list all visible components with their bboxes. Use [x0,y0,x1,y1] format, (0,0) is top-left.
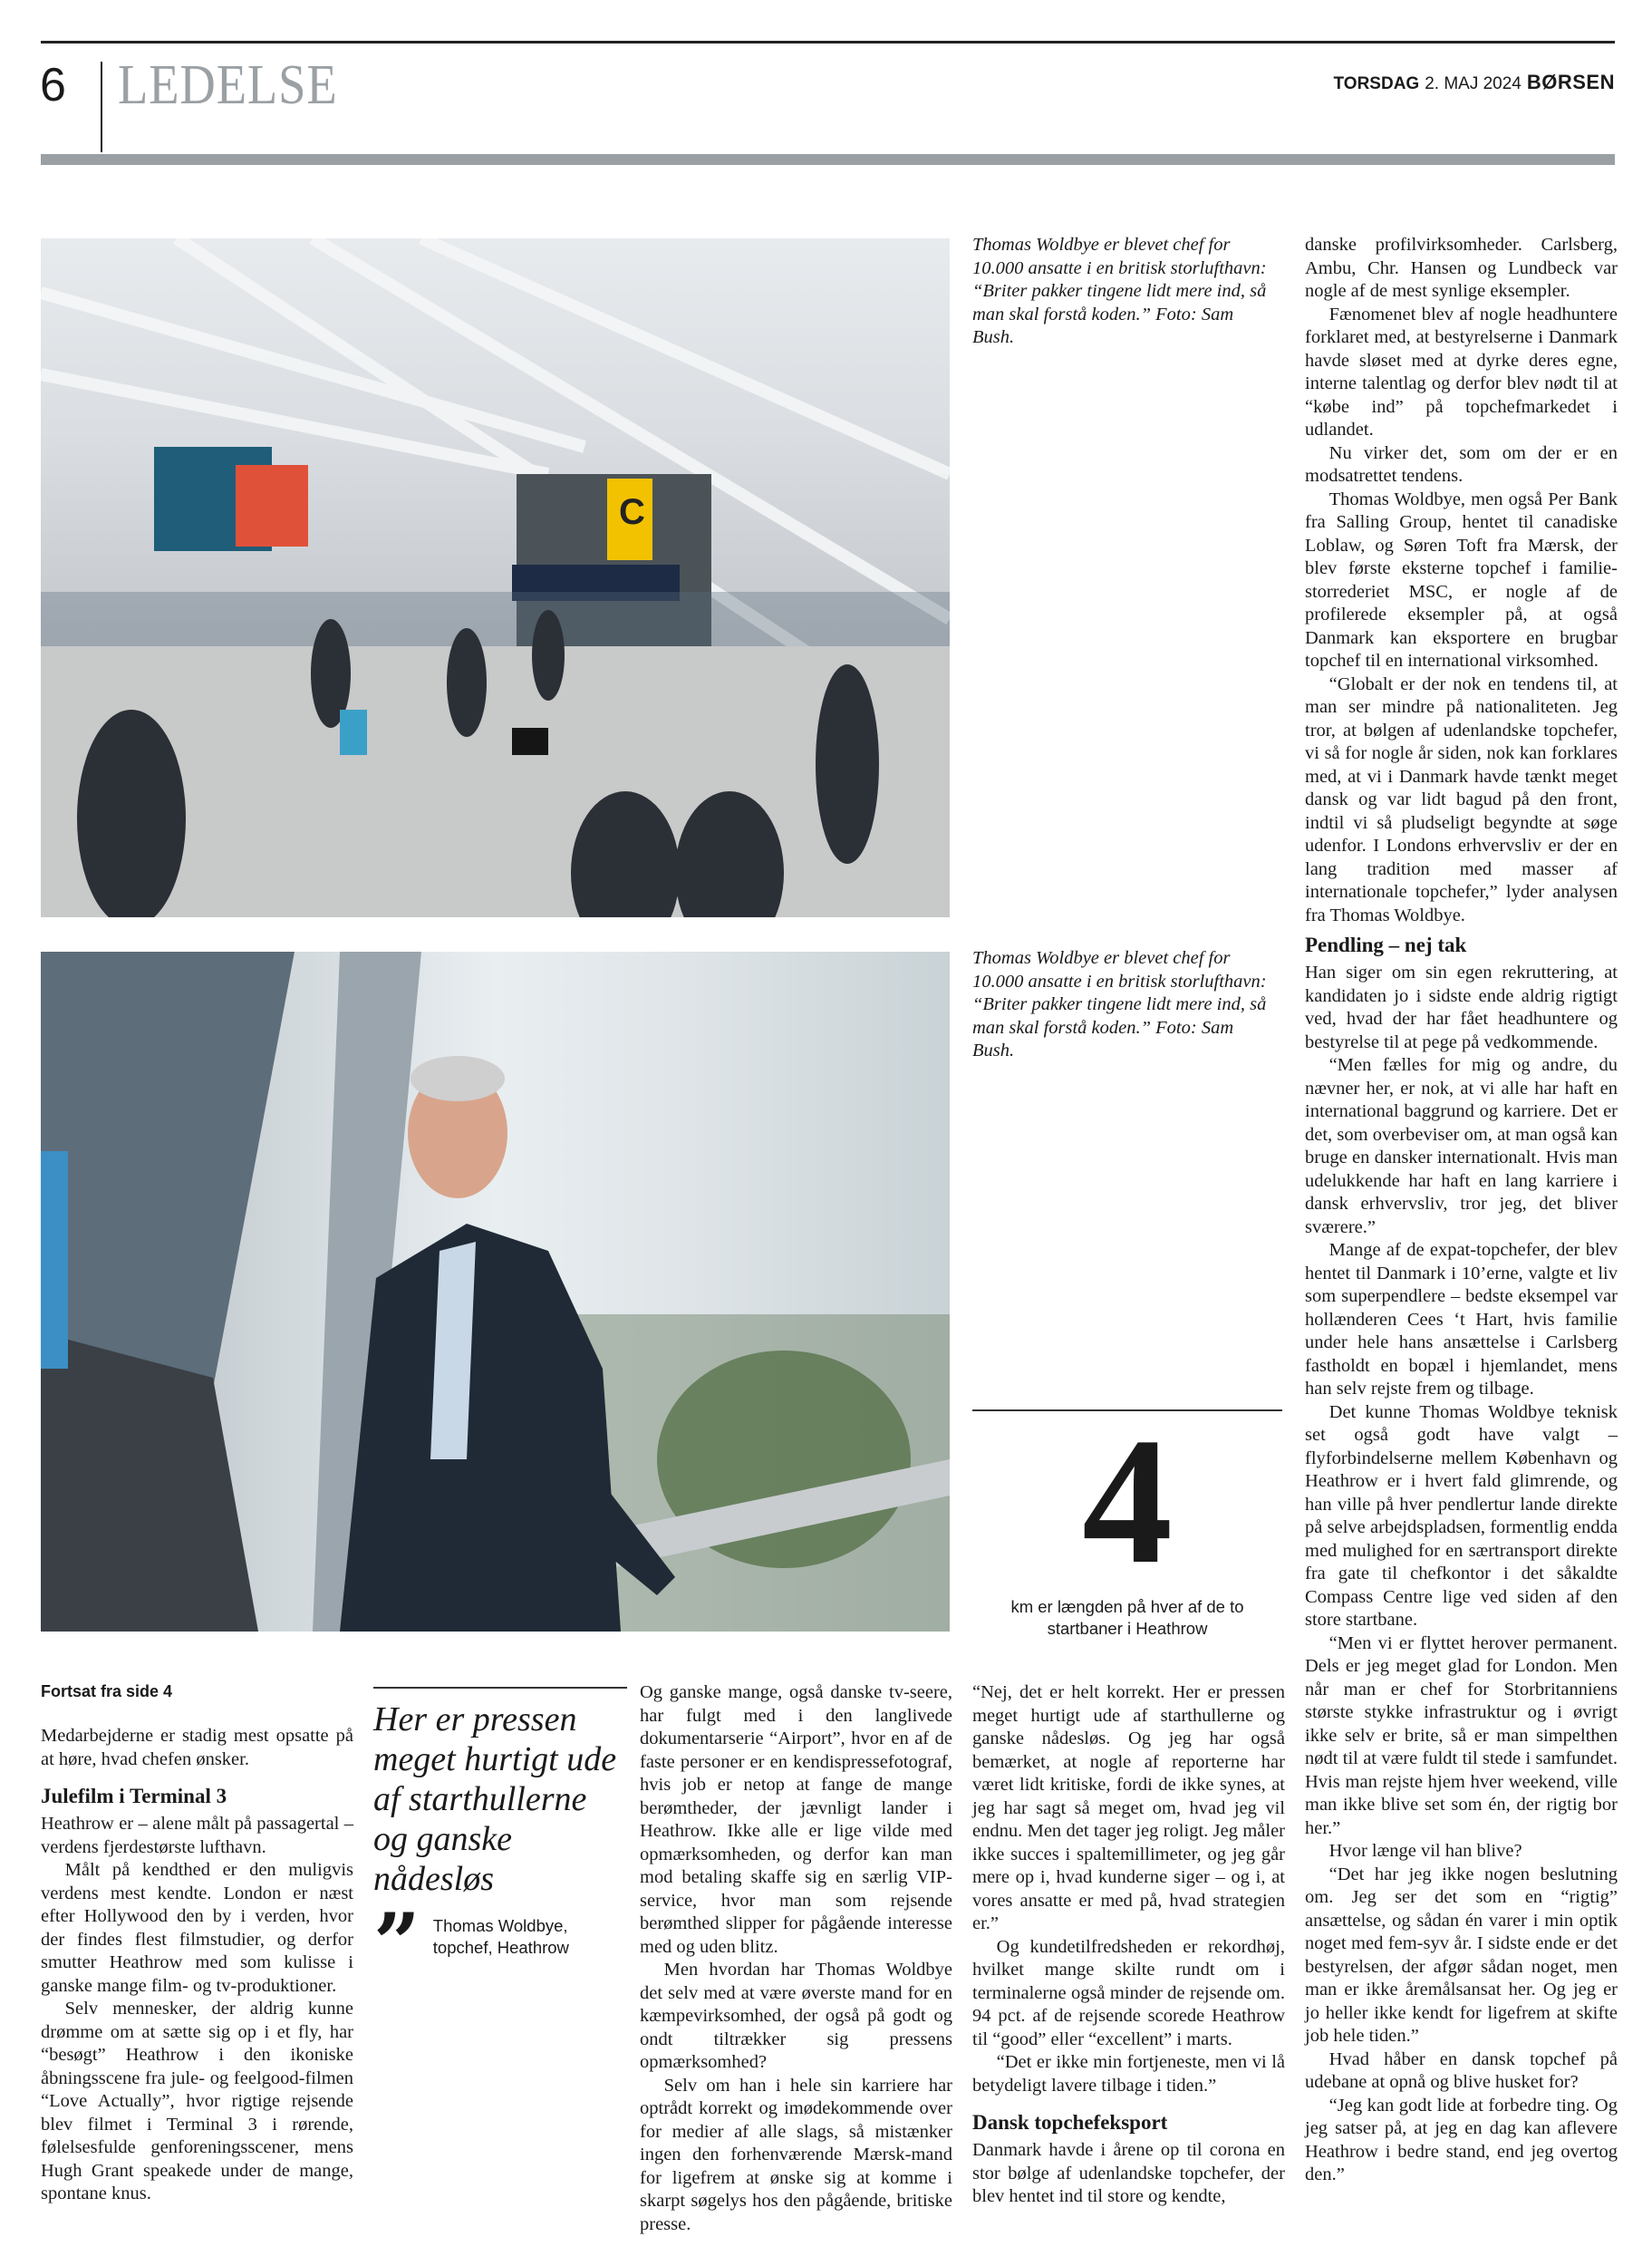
subheading: Pendling – nej tak [1305,934,1467,956]
brand-logo: BØRSEN [1526,71,1615,93]
photo-caption: Thomas Woldbye er blevet chef for 10.000 ansatte i en britisk storlufthavn: “Briter pakker tingene lidt mere ind, så man skal forstå koden.” Foto: Sam Bush. [972,235,1267,347]
top-rule [41,41,1615,44]
pull-quote: Her er pressen meget hurtigt ude af starthullerne og ganske nådesløs [373,1700,617,1898]
paragraph: Det kunne Thomas Woldbye teknisk set også godt have valgt – flyforbindelserne mellem København og Heathrow er i hvert fald glimrende, og han ville på hver pendlertur lande direkte på selve arbejdspladsen, formentlig endda med mulighed for en særtransport direkte fra gate til chefkontor i det såkaldte Compass Centre lige ved siden af den store startbane. [1305,1401,1618,1630]
paragraph: “Det er ikke min fortjeneste, men vi lå betydeligt lavere tilbage i tiden.” [972,2052,1285,2096]
paragraph: “Men vi er flyttet herover permanent. Dels er jeg meget glad for London. Men når man er chef for Storbritanniens største stykke infrastruktur og i øvrigt ikke selv er brite, så er man simpelthen nødt til at være fuldt til stede i samfundet. Hvis man rejste hjem hver weekend, ville man ikke blive set som én, der rigtig bor her.” [1305,1632,1618,1838]
paragraph: “Men fælles for mig og andre, du nævner her, er nok, at vi alle har haft en international baggrund og karriere. Det er det, som overbeviser om, at man også kan bruge en dansker internationalt. Hvis man udelukkende har haft en lang karriere i dansk erhvervsliv, tror jeg, det bliver sværere.” [1305,1055,1618,1237]
terminal-photo [41,238,950,917]
paragraph: Medarbejderne er stadig mest opsatte på at høre, hvad chefen ønsker. [41,1726,353,1769]
paragraph: Hvad håber en dansk topchef på udebane at opnå og blive husket for? [1305,2048,1618,2092]
fact-box [972,1401,1282,1640]
paragraph: Og kundetilfredsheden er rekordhøj, hvilket mange skilte rundt om i terminalerne også minder de rejsende om. 94 pct. af de rejsende scorede Heathrow til “good” eller “excellent” i marts. [972,1936,1285,2049]
paragraph: danske profilvirksomheder. Carlsberg, Ambu, Chr. Hansen og Lundbeck var nogle af de mest synlige eksempler. [1305,235,1618,301]
continued-from-label: Fortsat fra side 4 [41,1682,173,1700]
dateline-day: TORSDAG [1333,74,1420,93]
paragraph: Mange af de expat-topchefer, der blev hentet til Danmark i 10’erne, valgte et liv som superpendlere – bedste eksempel var hollænderen Cees ‘t Hart, hvis familie under hele hans ansættelse i Carlsberg fastholdt en bopæl i hjemlandet, mens han selv rejste frem og tilbage. [1305,1240,1618,1399]
paragraph: Han siger om sin egen rekruttering, at kandidaten jo i sidste ende aldrig rigtigt ved, hvad der har fået headhuntere og bestyrelse til at pege på vedkommende. [1305,963,1618,1052]
page-number: 6 [40,59,66,111]
portrait-photo [41,952,950,1632]
pull-quote-box [373,1687,627,1991]
subheading: Julefilm i Terminal 3 [41,1785,227,1807]
article-column-4 [972,1681,1285,2209]
fact-box-text: km er længden på hver af de to startbaner i Heathrow [1010,1597,1244,1638]
dateline [1334,71,1615,94]
attribution-name: Thomas Woldbye, [432,1916,568,1935]
pull-quote-footer [373,1895,627,1991]
paragraph: Men hvordan har Thomas Woldbye det selv med at være øverste mand for en kæmpevirksomhed, der også på godt og ondt tiltrækker sig pressens opmærksomhed? [640,1960,952,2072]
fact-box-number: 4 [1082,1401,1173,1602]
pull-quote-attribution [433,1912,569,1959]
subheading: Dansk topchefeksport [972,2111,1168,2134]
paragraph: “Jeg kan godt lide at forbedre ting. Og jeg satser på, at jeg en dag kan aflevere Heathrow i bedre stand, end jeg overtog den.” [1305,2095,1618,2184]
paragraph: Og ganske mange, også danske tv-seere, har fulgt med i den langlivede dokumentarserie “Airport”, hvor en af de faste personer er en kendispressefotograf, hvis job er netop at fange de mange berømtheder, der jævnligt lander i Heathrow. Ikke alle er lige vilde med opmærksomheden, og derfor kan man mod betaling skaffe sig en særlig VIP-service, hvor man som rejsende berømthed slipper for pågående interesse med og uden blitz. [640,1682,952,1957]
dateline-date: 2. MAJ 2024 [1425,74,1522,93]
paragraph: Målt på kendthed er den muligvis verdens mest kendte. London er næst efter Hollywood den by i verden, hvor der findes flest filmstudier, og derfor smutter Heathrow med som kulisse i ganske mange film- og tv-produktioner. [41,1860,353,1996]
paragraph: Nu virker det, som om der er en modsatrettet tendens. [1305,442,1618,486]
paragraph: “Det har jeg ikke nogen beslutning om. Jeg ser det som en “rigtig” ansættelse, og sådan én varer i min optik noget med fem-syv år. I sidste ende er det bestyrelsen, der afgør sådan noget, men man er ikke åremålsansat her. Og jeg er jo heller ikke kendt for ligefrem at skifte job hele tiden.” [1305,1864,1618,2046]
article-column-right [1305,234,1618,2187]
paragraph: “Nej, det er helt korrekt. Her er pressen meget hurtigt ude af starthullerne og ganske nådesløs. Og jeg har også bemærket, at nogle af reporterne har været lidt kritiske, fordi de ikke synes, at jeg har sagt så meget om, hvad jeg vil endnu. Men det tager jeg roligt. Jeg måler ikke succes i spaltemillimeter, og jeg går mere op i, hvad kunderne siger – og i, at vores ansatte er med på, hvad strategien er.” [972,1682,1285,1933]
paragraph: Thomas Woldbye, men også Per Bank fra Salling Group, hentet til canadiske Loblaw, og Søren Toft fra Mærsk, der blev første eksterne topchef i familie-storrederiet MSC, er nogle af de profilerede eksempler på, at også Danmark kan eksportere en brugbar topchef til en international virksomhed. [1305,489,1618,671]
paragraph: Hvor længe vil han blive? [1328,1841,1522,1861]
photo-caption: Thomas Woldbye er blevet chef for 10.000 ansatte i en britisk storlufthavn: “Briter pakker tingene lidt mere ind, så man skal forstå koden.” Foto: Sam Bush. [972,948,1267,1060]
article-column-3 [640,1681,952,2236]
quote-mark-icon: ” [373,1895,420,1991]
paragraph: Selv mennesker, der aldrig kunne drømme om at sætte sig op i et fly, har “besøgt” Heathrow i den ikoniske åbningsscene fra jule- og feelgood-filmen “Love Actually”, hvor rigtige rejsende blev filmet i Terminal 3 i rørende, følelsesfulde genforeningsscener, mens Hugh Grant speakede under de mange, spontane knus. [41,1999,353,2203]
paragraph: Danmark havde i årene op til corona en stor bølge af udenlandske topchefer, der blev hentet ind til store og kendte, [972,2140,1285,2206]
paragraph: Heathrow er – alene målt på passagertal – verdens fjerdestørste lufthavn. [41,1814,353,1857]
terminal-illustration [41,238,950,917]
portrait-illustration [41,952,950,1632]
gate-sign: C [619,492,645,532]
paragraph: Selv om han i hele sin karriere har optrådt korrekt og imødekommende over for medier af alle slags, så mistænker ingen den forhenværende Mærsk-mand for ligefrem at ønske sig at komme i skarpt søgelys hos den pågående, britiske presse. [640,2075,952,2234]
paragraph: Fænomenet blev af nogle headhuntere forklaret med, at bestyrelserne i Danmark havde sløset med at dyrke deres egne, interne talentlag og derfor blev nødt til at “købe ind” på topchefmarkedet i udlandet. [1305,304,1618,440]
section-bar [41,154,1615,165]
header-divider [101,62,102,152]
article-column-1 [41,1681,353,2206]
attribution-title: topchef, Heathrow [432,1938,569,1957]
section-title: LEDELSE [118,54,338,116]
paragraph: “Globalt er der nok en tendens til, at man ser mindre på nationaliteten. Jeg tror, at bølgen af udenlandske topchefer, vi så for nogle år siden, nok kan forklares med, at vi i Danmark havde tænkt meget dansk og var lidt bagud på den front, indtil vi så pludseligt begyndte at søge udenfor. I Londons erhvervsliv er der en lang tradition med masser af internationale topchefer,” lyder analysen fra Thomas Woldbye. [1305,673,1618,925]
